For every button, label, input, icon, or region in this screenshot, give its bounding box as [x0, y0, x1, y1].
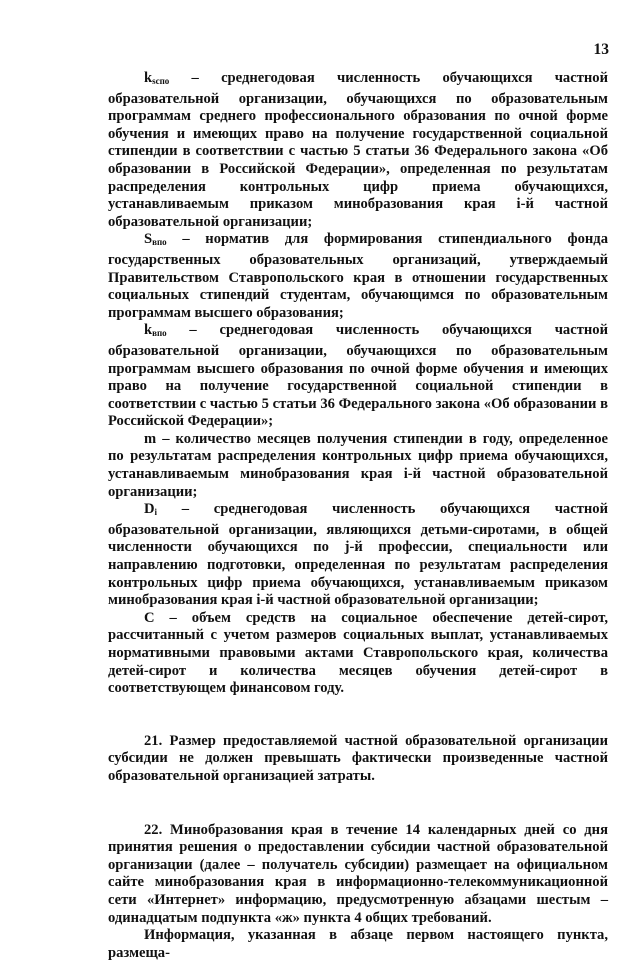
formula-symbol: C [144, 609, 155, 626]
definition-text: – среднегодовая численность обучающихся частной образовательной организации, обучающихся по образовательным программам среднего профессионального образования по очной форме обучения и имеющих право на получение государственной социальной стипендии в соответствии с частью 5 статьи 36 Федерального закона «Об образовании в Российской Федерации», определенная по результатам распределения контрольных цифр приема обучающихся, устанавливаемым приказом минобразования края i-й частной образовательной организации; [108, 70, 608, 230]
formula-symbol: $k_{scпо}$ [144, 70, 170, 86]
definition-text: – объем средств на социальное обеспечение детей-сирот, рассчитанный с учетом размеров социальных выплат, устанавливаемых нормативными правовыми актами Ставропольского края, количества детей-сирот и количества месяцев обучения детей-сирот в соответствующем финансовом году. [108, 609, 608, 697]
formula-symbol: m [144, 430, 157, 447]
section-21: 21. Размер предоставляемой частной образовательной организации субсидии не должен превышать фактически произведенные частной образовательной организацией затраты. [108, 732, 608, 784]
definition-s-vpo [108, 231, 608, 322]
definition-text: – среднегодовая численность обучающихся частной образовательной организации, обучающихся по образовательным программам высшего образования по очной форме обучения и имеющих право на получение государственной социальной стипендии в соответствии с частью 5 статьи 36 Федерального закона «Об образовании в Российской Федерации»; [108, 322, 608, 430]
section-22-continuation: Информация, указанная в абзаце первом настоящего пункта, размеща- [108, 927, 608, 961]
definition-text: – норматив для формирования стипендиального фонда государственных образовательных организаций, утверждаемый Правительством Ставропольского края в отношении государственных социальных стипендий студентам, обучающимся по образовательным программам высшего образования; [108, 231, 608, 321]
definition-d-i [108, 501, 608, 610]
definition-c [108, 610, 608, 698]
formula-symbol: $k_{впо}$ [144, 322, 167, 339]
document-body [108, 70, 608, 962]
section-22: 22. Минобразования края в течение 14 календарных дней со дня принятия решения о предоставлении субсидии частной образовательной организации (далее – получатель субсидии) размещает на официальном сайте минобразования края в информационно-телекоммуникационной сети «Интернет» информацию, предусмотренную абзацами шестым – одинадцатым подпункта «ж» пункта 4 общих требований. [108, 821, 608, 926]
definition-m [108, 431, 608, 501]
formula-symbol: $D_i$ [144, 501, 158, 518]
formula-symbol: $S_{впо}$ [144, 231, 167, 248]
definition-text: – количество месяцев получения стипендии в году, определенное по результатам распределения контрольных цифр приема обучающихся, устанавливаемым минобразования края i-й частной образовательной организации; [108, 430, 608, 500]
definition-k-scpo [108, 70, 608, 231]
page-number: 13 [593, 41, 609, 58]
definition-k-vpo [108, 322, 608, 431]
definition-text: – среднегодовая численность обучающихся частной образовательной организации, являющихся детьми-сиротами, в общей численности обучающихся по j-й профессии, специальности или направлению подготовки, определенная по результатам распределения контрольных цифр приема обучающихся, устанавливаемым приказом минобразования края i-й частной образовательной организации; [108, 501, 608, 609]
